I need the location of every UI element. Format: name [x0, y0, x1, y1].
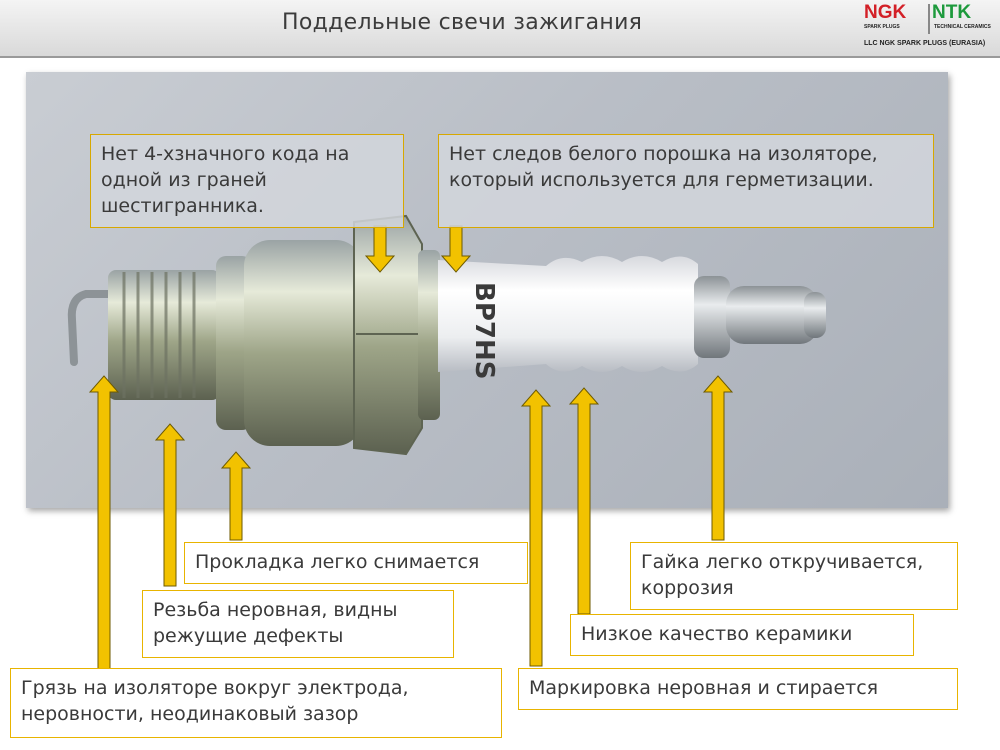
- callout-thread: Резьба неровная, видны режущие дефекты: [142, 590, 454, 658]
- ngk-logo-text: NGK: [864, 2, 907, 23]
- callout-gasket: Прокладка легко снимается: [184, 542, 528, 584]
- callout-nut: Гайка легко откручивается, коррозия: [630, 542, 958, 610]
- callout-white-powder: Нет следов белого порошка на изоляторе, который используется для герметизации.: [438, 134, 934, 228]
- callout-ceramic: Низкое качество керамики: [570, 614, 914, 656]
- ntk-logo-text: NTK: [932, 2, 972, 23]
- ngk-ntk-logo: [862, 2, 1000, 56]
- callout-dirt: Грязь на изоляторе вокруг электрода, неровности, неодинаковый зазор: [10, 668, 502, 738]
- page-title: Поддельные свечи зажигания: [282, 10, 643, 35]
- logo-divider: [928, 4, 930, 34]
- company-name: LLC NGK SPARK PLUGS (EURASIA): [864, 40, 986, 47]
- ntk-subtitle: TECHNICAL CERAMICS: [934, 24, 991, 30]
- ngk-subtitle: SPARK PLUGS: [864, 24, 900, 30]
- callout-marking: Маркировка неровная и стирается: [518, 668, 958, 710]
- plug-marking-text: BP7HS: [469, 282, 499, 380]
- callout-hex-code: Нет 4-хзначного кода на одной из граней шестигранника.: [90, 134, 404, 228]
- header-bar: [0, 0, 1000, 58]
